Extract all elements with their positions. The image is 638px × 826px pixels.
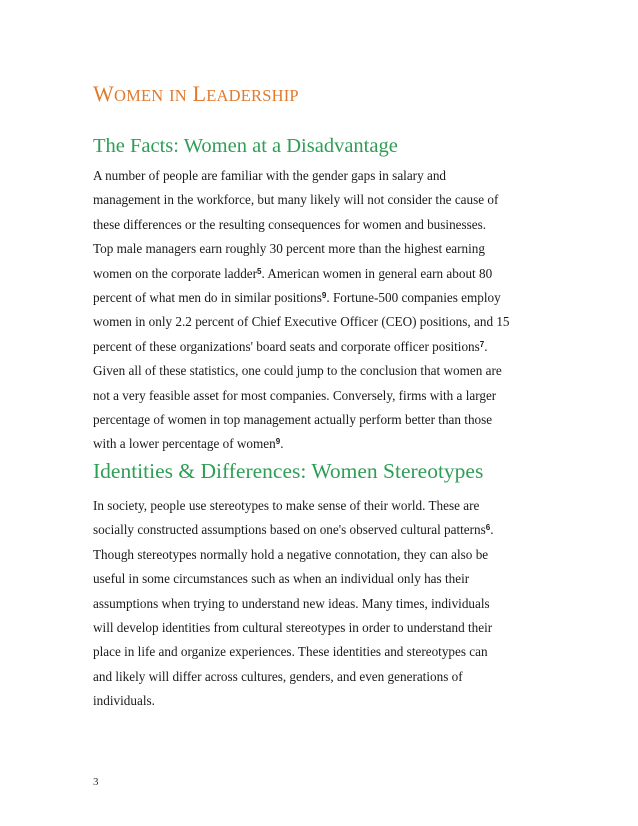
title-word-women-rest: OMEN	[113, 86, 164, 105]
citation-reference: 9	[275, 437, 281, 447]
section-paragraph-identities	[93, 494, 553, 714]
line-text-after-citation: . Fortune-500 companies employ	[326, 290, 501, 306]
citation-reference: 9	[321, 291, 327, 301]
paragraph-line	[93, 408, 553, 432]
line-text: A number of people are familiar with the gender gaps in salary and	[93, 168, 447, 183]
paragraph-line	[93, 188, 553, 212]
paragraph-line	[93, 567, 553, 591]
line-text: will develop identities from cultural stereotypes in order to understand their	[93, 620, 493, 636]
paragraph-line	[93, 432, 553, 456]
line-text: percent of these organizations' board seats and corporate officer positions	[93, 338, 480, 354]
line-text: women in only 2.2 percent of Chief Executive Officer (CEO) positions, and 15	[93, 314, 510, 330]
line-text: Though stereotypes normally hold a negative connotation, they can also be	[93, 546, 489, 562]
paragraph-line	[93, 518, 553, 542]
line-text: women on the corporate ladder	[93, 265, 258, 281]
citation-reference: 5	[257, 266, 262, 276]
line-text-after-citation: .	[490, 522, 494, 538]
paragraph-line	[93, 494, 553, 518]
section-heading-facts: The Facts: Women at a Disadvantage	[93, 135, 398, 157]
line-text: Given all of these statistics, one could jump to the conclusion that women are	[93, 363, 502, 379]
paragraph-line	[93, 237, 553, 261]
line-text: In society, people use stereotypes to make sense of their world. These are	[93, 498, 480, 513]
paragraph-line	[93, 384, 553, 408]
paragraph-line	[93, 592, 553, 616]
paragraph-line	[93, 262, 553, 286]
section-paragraph-facts	[93, 164, 553, 457]
paragraph-line	[93, 689, 553, 713]
line-text: percentage of women in top management actually perform better than those	[93, 412, 493, 428]
paragraph-line	[93, 359, 553, 383]
paragraph-line	[93, 310, 553, 334]
document-title	[93, 80, 299, 110]
line-text: useful in some circumstances such as when an individual only has their	[93, 571, 470, 587]
line-text: Top male managers earn roughly 30 percent more than the highest earning	[93, 241, 485, 257]
title-word-leadership-rest: EADERSHIP	[206, 86, 299, 105]
line-text: not a very feasible asset for most companies. Conversely, firms with a larger	[93, 387, 497, 403]
line-text-after-citation: . American women in general earn about 80	[261, 265, 493, 281]
paragraph-line	[93, 286, 553, 310]
line-text: management in the workforce, but many likely will not consider the cause of	[93, 192, 499, 208]
line-text: socially constructed assumptions based on one's observed cultural patterns	[93, 522, 486, 538]
paragraph-line	[93, 335, 553, 359]
line-text-after-citation: .	[280, 436, 284, 452]
citation-reference: 6	[485, 523, 491, 533]
line-text: percent of what men do in similar positions	[93, 290, 322, 306]
line-text: individuals.	[93, 693, 155, 709]
page-number: 3	[93, 776, 99, 788]
line-text: and likely will differ across cultures, genders, and even generations of	[93, 668, 463, 684]
paragraph-line	[93, 640, 553, 664]
citation-reference: 7	[479, 339, 485, 349]
title-word-in: IN	[169, 86, 187, 105]
paragraph-line	[93, 213, 553, 237]
paragraph-line	[93, 164, 553, 188]
line-text: with a lower percentage of women	[93, 436, 276, 452]
line-text-after-citation: .	[484, 338, 488, 354]
line-text: assumptions when trying to understand new ideas. Many times, individuals	[93, 595, 490, 611]
paragraph-line	[93, 543, 553, 567]
title-letter-w: W	[93, 81, 114, 106]
title-letter-l: L	[192, 81, 207, 106]
line-text: these differences or the resulting consequences for women and businesses.	[93, 216, 487, 232]
paragraph-line	[93, 616, 553, 640]
paragraph-line	[93, 665, 553, 689]
section-heading-identities: Identities & Differences: Women Stereotypes	[93, 459, 484, 483]
line-text: place in life and organize experiences. These identities and stereotypes can	[93, 644, 488, 660]
